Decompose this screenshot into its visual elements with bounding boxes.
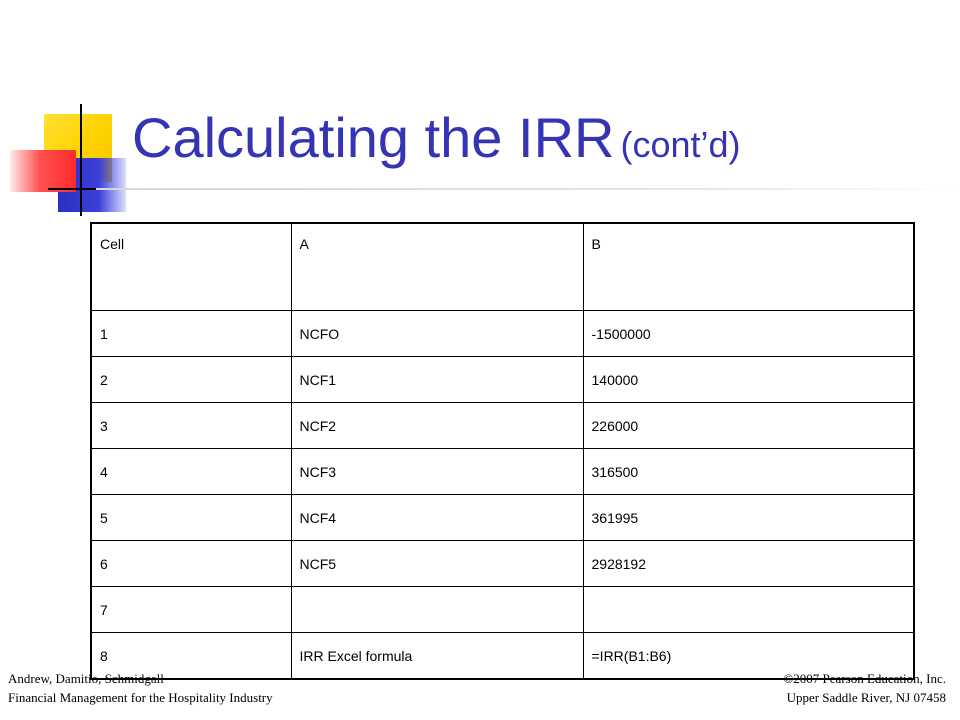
table-row	[91, 587, 914, 633]
table-row	[91, 311, 914, 357]
red-square-shape	[10, 150, 76, 192]
table-cell: 7	[91, 587, 291, 633]
footer-publisher-address: Upper Saddle River, NJ 07458	[786, 690, 946, 705]
slide-title-suffix: (cont’d)	[620, 124, 741, 165]
header-cell: B	[583, 223, 914, 311]
title-divider	[96, 188, 960, 190]
table-row	[91, 449, 914, 495]
table-row	[91, 495, 914, 541]
footer-right	[783, 669, 946, 707]
footer-left	[8, 669, 273, 707]
table-cell: 8	[91, 633, 291, 680]
table-cell: 5	[91, 495, 291, 541]
table-cell: 2	[91, 357, 291, 403]
table-cell: 2928192	[583, 541, 914, 587]
footer-copyright: ©2007 Pearson Education, Inc.	[783, 671, 946, 686]
table-cell: 1	[91, 311, 291, 357]
irr-table	[90, 222, 915, 680]
footer-authors: Andrew, Damitio, Schmidgall	[8, 671, 164, 686]
vertical-line-shape	[80, 104, 82, 216]
table-cell: 226000	[583, 403, 914, 449]
table-cell: NCFO	[291, 311, 583, 357]
table-cell: NCF5	[291, 541, 583, 587]
table-row	[91, 541, 914, 587]
slide-title	[132, 106, 741, 169]
table-cell: -1500000	[583, 311, 914, 357]
slide-title-main: Calculating the IRR	[132, 106, 615, 169]
table-cell: 4	[91, 449, 291, 495]
header-cell: A	[291, 223, 583, 311]
table-cell: 140000	[583, 357, 914, 403]
table-cell: NCF4	[291, 495, 583, 541]
table-cell	[583, 587, 914, 633]
table-cell: NCF1	[291, 357, 583, 403]
table-row	[91, 357, 914, 403]
table-cell: 361995	[583, 495, 914, 541]
table-cell: 3	[91, 403, 291, 449]
table-cell: NCF2	[291, 403, 583, 449]
table-cell	[291, 587, 583, 633]
table-cell: 6	[91, 541, 291, 587]
table-cell: IRR Excel formula	[291, 633, 583, 680]
table-cell: 316500	[583, 449, 914, 495]
table-cell: NCF3	[291, 449, 583, 495]
table-row	[91, 403, 914, 449]
table-cell: =IRR(B1:B6)	[583, 633, 914, 680]
table-header-row	[91, 223, 914, 311]
footer-book-title: Financial Management for the Hospitality Industry	[8, 690, 273, 705]
slide-logo-decoration	[0, 0, 140, 230]
header-cell: Cell	[91, 223, 291, 311]
